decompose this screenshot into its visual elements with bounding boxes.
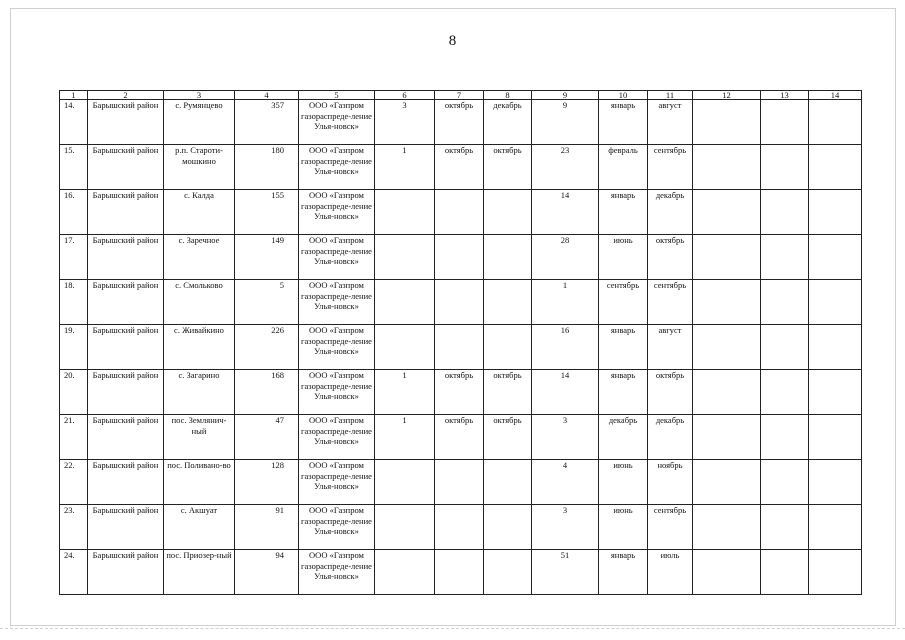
col13-cell: [761, 505, 809, 550]
page-number: 8: [448, 33, 457, 49]
col8-cell: октябрь: [484, 145, 532, 190]
organization-cell: ООО «Газпром газораспреде-ление Улья-новск»: [299, 145, 375, 190]
district-cell: Барышский район: [88, 415, 164, 460]
district-cell: Барышский район: [88, 370, 164, 415]
organization-cell: ООО «Газпром газораспреде-ление Улья-новск»: [299, 235, 375, 280]
col6-cell: [375, 460, 435, 505]
col7-cell: [435, 280, 484, 325]
col8-cell: [484, 190, 532, 235]
table-row: [60, 235, 862, 280]
column-header: 11: [648, 91, 693, 100]
col6-cell: [375, 505, 435, 550]
column-header: 8: [484, 91, 532, 100]
count-cell: 94: [235, 550, 299, 595]
organization-cell: ООО «Газпром газораспреде-ление Улья-новск»: [299, 280, 375, 325]
col11-cell: август: [648, 325, 693, 370]
settlement-cell: пос. Землянич-ный: [164, 415, 235, 460]
row-number: 24.: [60, 550, 88, 595]
col8-cell: [484, 325, 532, 370]
col10-cell: январь: [599, 550, 648, 595]
col7-cell: октябрь: [435, 415, 484, 460]
settlement-cell: с. Заречное: [164, 235, 235, 280]
count-cell: 155: [235, 190, 299, 235]
scan-edge: [0, 628, 905, 635]
col10-cell: декабрь: [599, 415, 648, 460]
col9-cell: 23: [532, 145, 599, 190]
organization-cell: ООО «Газпром газораспреде-ление Улья-новск»: [299, 415, 375, 460]
settlement-cell: с. Калда: [164, 190, 235, 235]
col9-cell: 4: [532, 460, 599, 505]
col13-cell: [761, 235, 809, 280]
table-row: [60, 100, 862, 145]
count-cell: 91: [235, 505, 299, 550]
row-number: 23.: [60, 505, 88, 550]
col14-cell: [809, 145, 862, 190]
count-cell: 180: [235, 145, 299, 190]
col13-cell: [761, 100, 809, 145]
col12-cell: [693, 100, 761, 145]
column-header: 5: [299, 91, 375, 100]
col7-cell: октябрь: [435, 370, 484, 415]
table-row: [60, 505, 862, 550]
col12-cell: [693, 460, 761, 505]
col12-cell: [693, 370, 761, 415]
col11-cell: сентябрь: [648, 505, 693, 550]
column-header: 9: [532, 91, 599, 100]
organization-cell: ООО «Газпром газораспреде-ление Улья-новск»: [299, 100, 375, 145]
table-row: [60, 145, 862, 190]
column-header: 1: [60, 91, 88, 100]
row-number: 21.: [60, 415, 88, 460]
col10-cell: июнь: [599, 235, 648, 280]
col7-cell: [435, 235, 484, 280]
col14-cell: [809, 100, 862, 145]
count-cell: 226: [235, 325, 299, 370]
col11-cell: сентябрь: [648, 145, 693, 190]
col8-cell: октябрь: [484, 370, 532, 415]
col14-cell: [809, 415, 862, 460]
col10-cell: январь: [599, 370, 648, 415]
col12-cell: [693, 145, 761, 190]
col13-cell: [761, 280, 809, 325]
settlement-cell: пос. Поливано-во: [164, 460, 235, 505]
column-number-row: [60, 91, 862, 100]
col10-cell: июнь: [599, 505, 648, 550]
col9-cell: 9: [532, 100, 599, 145]
col9-cell: 14: [532, 190, 599, 235]
table-row: [60, 280, 862, 325]
col7-cell: [435, 460, 484, 505]
organization-cell: ООО «Газпром газораспреде-ление Улья-новск»: [299, 460, 375, 505]
count-cell: 357: [235, 100, 299, 145]
settlement-cell: р.п. Староти-мошкино: [164, 145, 235, 190]
row-number: 22.: [60, 460, 88, 505]
table-row: [60, 415, 862, 460]
col13-cell: [761, 145, 809, 190]
col7-cell: [435, 505, 484, 550]
col14-cell: [809, 460, 862, 505]
col8-cell: [484, 280, 532, 325]
col13-cell: [761, 190, 809, 235]
organization-cell: ООО «Газпром газораспреде-ление Улья-новск»: [299, 370, 375, 415]
district-cell: Барышский район: [88, 460, 164, 505]
col11-cell: декабрь: [648, 415, 693, 460]
settlement-cell: с. Акшуат: [164, 505, 235, 550]
col11-cell: декабрь: [648, 190, 693, 235]
settlement-cell: пос. Приозер-ный: [164, 550, 235, 595]
col6-cell: [375, 190, 435, 235]
col9-cell: 14: [532, 370, 599, 415]
count-cell: 128: [235, 460, 299, 505]
col11-cell: ноябрь: [648, 460, 693, 505]
column-header: 10: [599, 91, 648, 100]
col7-cell: октябрь: [435, 145, 484, 190]
col12-cell: [693, 415, 761, 460]
col9-cell: 3: [532, 505, 599, 550]
col13-cell: [761, 550, 809, 595]
row-number: 18.: [60, 280, 88, 325]
col8-cell: декабрь: [484, 100, 532, 145]
column-header: 7: [435, 91, 484, 100]
col6-cell: [375, 325, 435, 370]
row-number: 19.: [60, 325, 88, 370]
settlement-cell: с. Румянцево: [164, 100, 235, 145]
col7-cell: [435, 190, 484, 235]
col6-cell: 1: [375, 415, 435, 460]
column-header: 12: [693, 91, 761, 100]
col12-cell: [693, 505, 761, 550]
col10-cell: январь: [599, 100, 648, 145]
row-number: 20.: [60, 370, 88, 415]
row-number: 16.: [60, 190, 88, 235]
row-number: 15.: [60, 145, 88, 190]
col10-cell: январь: [599, 325, 648, 370]
district-cell: Барышский район: [88, 145, 164, 190]
schedule-table: [59, 90, 862, 595]
col7-cell: октябрь: [435, 100, 484, 145]
col12-cell: [693, 235, 761, 280]
col8-cell: [484, 235, 532, 280]
col6-cell: [375, 550, 435, 595]
col7-cell: [435, 550, 484, 595]
col8-cell: [484, 460, 532, 505]
settlement-cell: с. Загарино: [164, 370, 235, 415]
column-header: 6: [375, 91, 435, 100]
col10-cell: январь: [599, 190, 648, 235]
column-header: 13: [761, 91, 809, 100]
col14-cell: [809, 325, 862, 370]
table-row: [60, 370, 862, 415]
column-header: 3: [164, 91, 235, 100]
col12-cell: [693, 550, 761, 595]
col13-cell: [761, 415, 809, 460]
table-row: [60, 550, 862, 595]
row-number: 17.: [60, 235, 88, 280]
district-cell: Барышский район: [88, 325, 164, 370]
col8-cell: [484, 550, 532, 595]
col10-cell: сентябрь: [599, 280, 648, 325]
table-row: [60, 190, 862, 235]
district-cell: Барышский район: [88, 550, 164, 595]
col8-cell: октябрь: [484, 415, 532, 460]
col9-cell: 3: [532, 415, 599, 460]
col8-cell: [484, 505, 532, 550]
column-header: 4: [235, 91, 299, 100]
table-row: [60, 460, 862, 505]
col13-cell: [761, 325, 809, 370]
col13-cell: [761, 370, 809, 415]
col12-cell: [693, 325, 761, 370]
count-cell: 168: [235, 370, 299, 415]
col10-cell: июнь: [599, 460, 648, 505]
col9-cell: 51: [532, 550, 599, 595]
col11-cell: октябрь: [648, 235, 693, 280]
col11-cell: август: [648, 100, 693, 145]
col11-cell: октябрь: [648, 370, 693, 415]
settlement-cell: с. Живайкино: [164, 325, 235, 370]
count-cell: 149: [235, 235, 299, 280]
district-cell: Барышский район: [88, 235, 164, 280]
col12-cell: [693, 280, 761, 325]
settlement-cell: с. Смольково: [164, 280, 235, 325]
district-cell: Барышский район: [88, 280, 164, 325]
col14-cell: [809, 235, 862, 280]
count-cell: 5: [235, 280, 299, 325]
organization-cell: ООО «Газпром газораспреде-ление Улья-новск»: [299, 325, 375, 370]
row-number: 14.: [60, 100, 88, 145]
col6-cell: [375, 235, 435, 280]
col14-cell: [809, 190, 862, 235]
col13-cell: [761, 460, 809, 505]
col14-cell: [809, 280, 862, 325]
col9-cell: 1: [532, 280, 599, 325]
organization-cell: ООО «Газпром газораспреде-ление Улья-новск»: [299, 550, 375, 595]
col14-cell: [809, 550, 862, 595]
col7-cell: [435, 325, 484, 370]
district-cell: Барышский район: [88, 190, 164, 235]
col9-cell: 28: [532, 235, 599, 280]
col6-cell: 3: [375, 100, 435, 145]
col9-cell: 16: [532, 325, 599, 370]
col6-cell: 1: [375, 370, 435, 415]
col6-cell: [375, 280, 435, 325]
district-cell: Барышский район: [88, 505, 164, 550]
column-header: 2: [88, 91, 164, 100]
table-row: [60, 325, 862, 370]
column-header: 14: [809, 91, 862, 100]
col11-cell: сентябрь: [648, 280, 693, 325]
col14-cell: [809, 505, 862, 550]
col11-cell: июль: [648, 550, 693, 595]
col12-cell: [693, 190, 761, 235]
count-cell: 47: [235, 415, 299, 460]
organization-cell: ООО «Газпром газораспреде-ление Улья-новск»: [299, 190, 375, 235]
col14-cell: [809, 370, 862, 415]
col10-cell: февраль: [599, 145, 648, 190]
col6-cell: 1: [375, 145, 435, 190]
organization-cell: ООО «Газпром газораспреде-ление Улья-новск»: [299, 505, 375, 550]
district-cell: Барышский район: [88, 100, 164, 145]
